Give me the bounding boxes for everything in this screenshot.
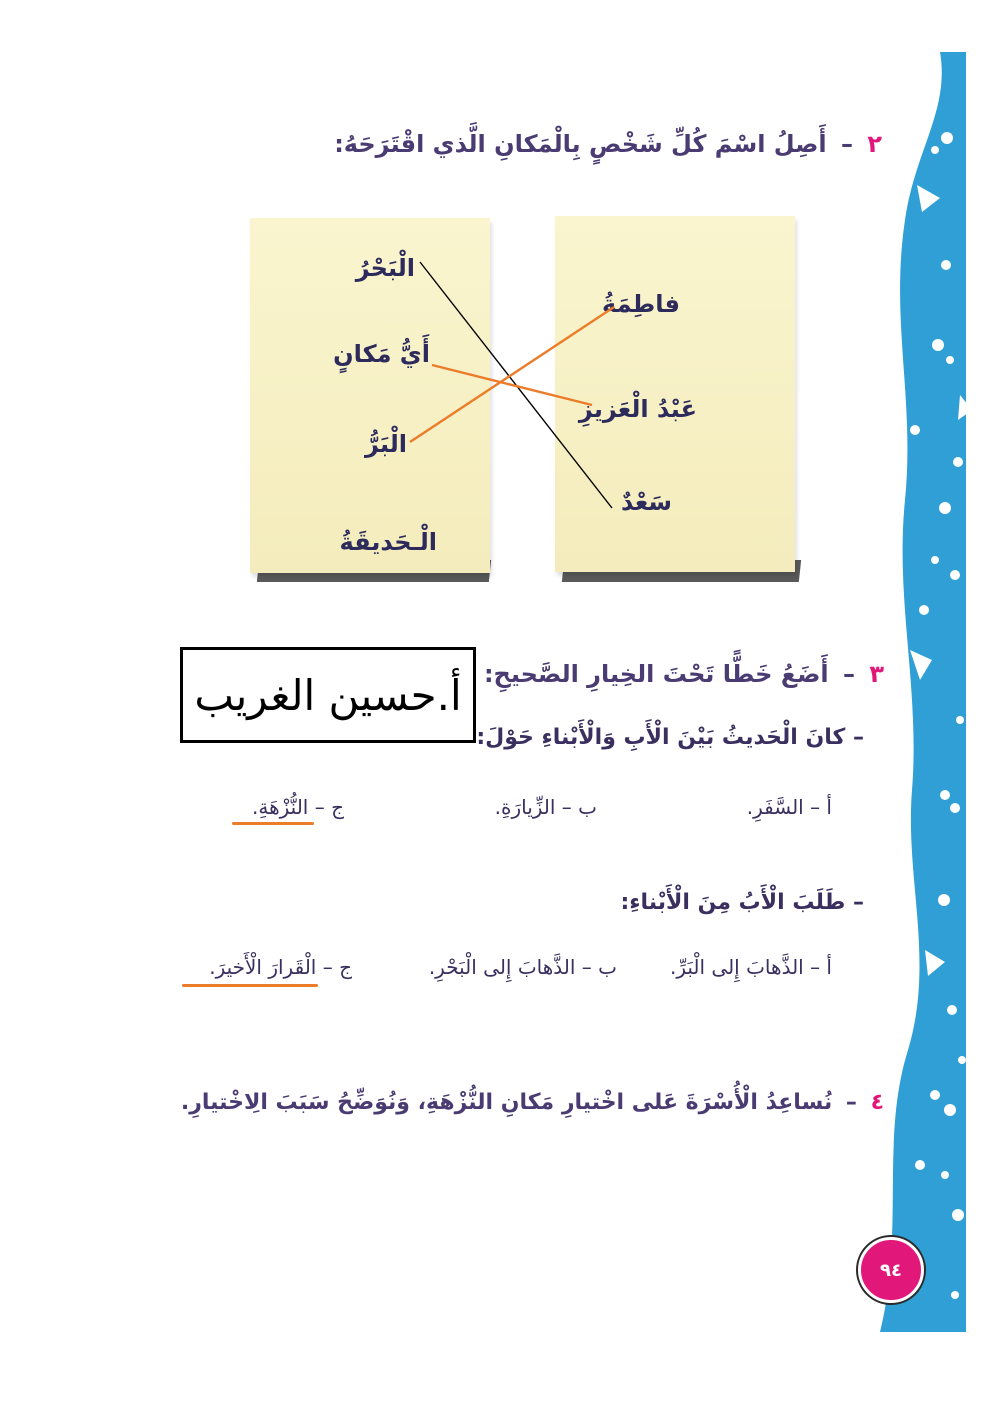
q3b-option-b[interactable]: ب – الذَّهابَ إِلى الْبَحْرِ. [428, 955, 617, 979]
line-fatima-desert [410, 307, 614, 442]
question-3b-label: طَلَبَ الْأَبُ مِنَ الْأَبْناءِ: [620, 890, 846, 915]
q3a-option-a[interactable]: أ – السَّفَرِ. [746, 795, 832, 819]
q3b-option-c[interactable]: ج – الْقَرارَ الْأَخيرَ. [209, 955, 352, 979]
question-2-instruction: أَصِلُ اسْمَ كُلِّ شَخْصٍ بِالْمَكانِ الَّذي اقْتَرَحَهُ: [334, 130, 827, 158]
dash: – [845, 890, 864, 915]
dash: – [842, 660, 855, 688]
question-3-heading [484, 660, 884, 688]
question-3-number: ٣ [869, 660, 884, 688]
q3b-option-a[interactable]: أ – الذَّهابَ إِلى الْبَرِّ. [669, 955, 832, 979]
place-sea: الْبَحْرُ [355, 254, 415, 282]
dash: – [845, 1090, 857, 1115]
question-4-heading [181, 1090, 884, 1115]
question-3a-label: كانَ الْحَديثُ بَيْنَ الْأَبِ وَالْأَبْناءِ حَوْلَ: [476, 725, 846, 750]
q3b-answer-underline [182, 984, 318, 987]
q3a-option-b[interactable]: ب – الزِّيارَةِ. [494, 795, 597, 819]
question-3b-text [620, 890, 864, 915]
dash: – [840, 130, 853, 158]
question-3a-text [476, 725, 864, 750]
person-fatima: فاطِمَةُ [602, 290, 680, 318]
place-any: أَيُّ مَكانٍ [333, 340, 430, 368]
person-abdulaziz: عَبْدُ الْعَزيزِ [578, 395, 697, 423]
question-4-instruction: نُساعِدُ الْأُسْرَةَ عَلى اخْتيارِ مَكانِ النُّزْهَةِ، وَنُوَضِّحُ سَبَبَ الِاخْتيارِ. [180, 1090, 833, 1115]
line-abdulaziz-any [432, 365, 592, 405]
page-number: ٩٤ [880, 1259, 902, 1281]
place-desert: الْبَرُّ [365, 430, 407, 458]
place-garden: الْـحَديقَةُ [339, 528, 437, 556]
question-4-number: ٤ [870, 1090, 884, 1115]
page-number-badge [858, 1237, 924, 1303]
stamp-text: أ.حسين الغريب [194, 670, 462, 720]
person-saad: سَعْدٌ [620, 488, 672, 516]
stamp-box [180, 647, 476, 743]
question-3-instruction: أَضَعُ خَطًّا تَحْتَ الخِيارِ الصَّحيحِ: [483, 660, 829, 688]
dash: – [845, 725, 864, 750]
q3a-option-c[interactable]: ج – النُّزْهَةِ. [252, 795, 344, 819]
question-2-number: ٢ [867, 130, 882, 158]
q3a-answer-underline [232, 822, 314, 825]
